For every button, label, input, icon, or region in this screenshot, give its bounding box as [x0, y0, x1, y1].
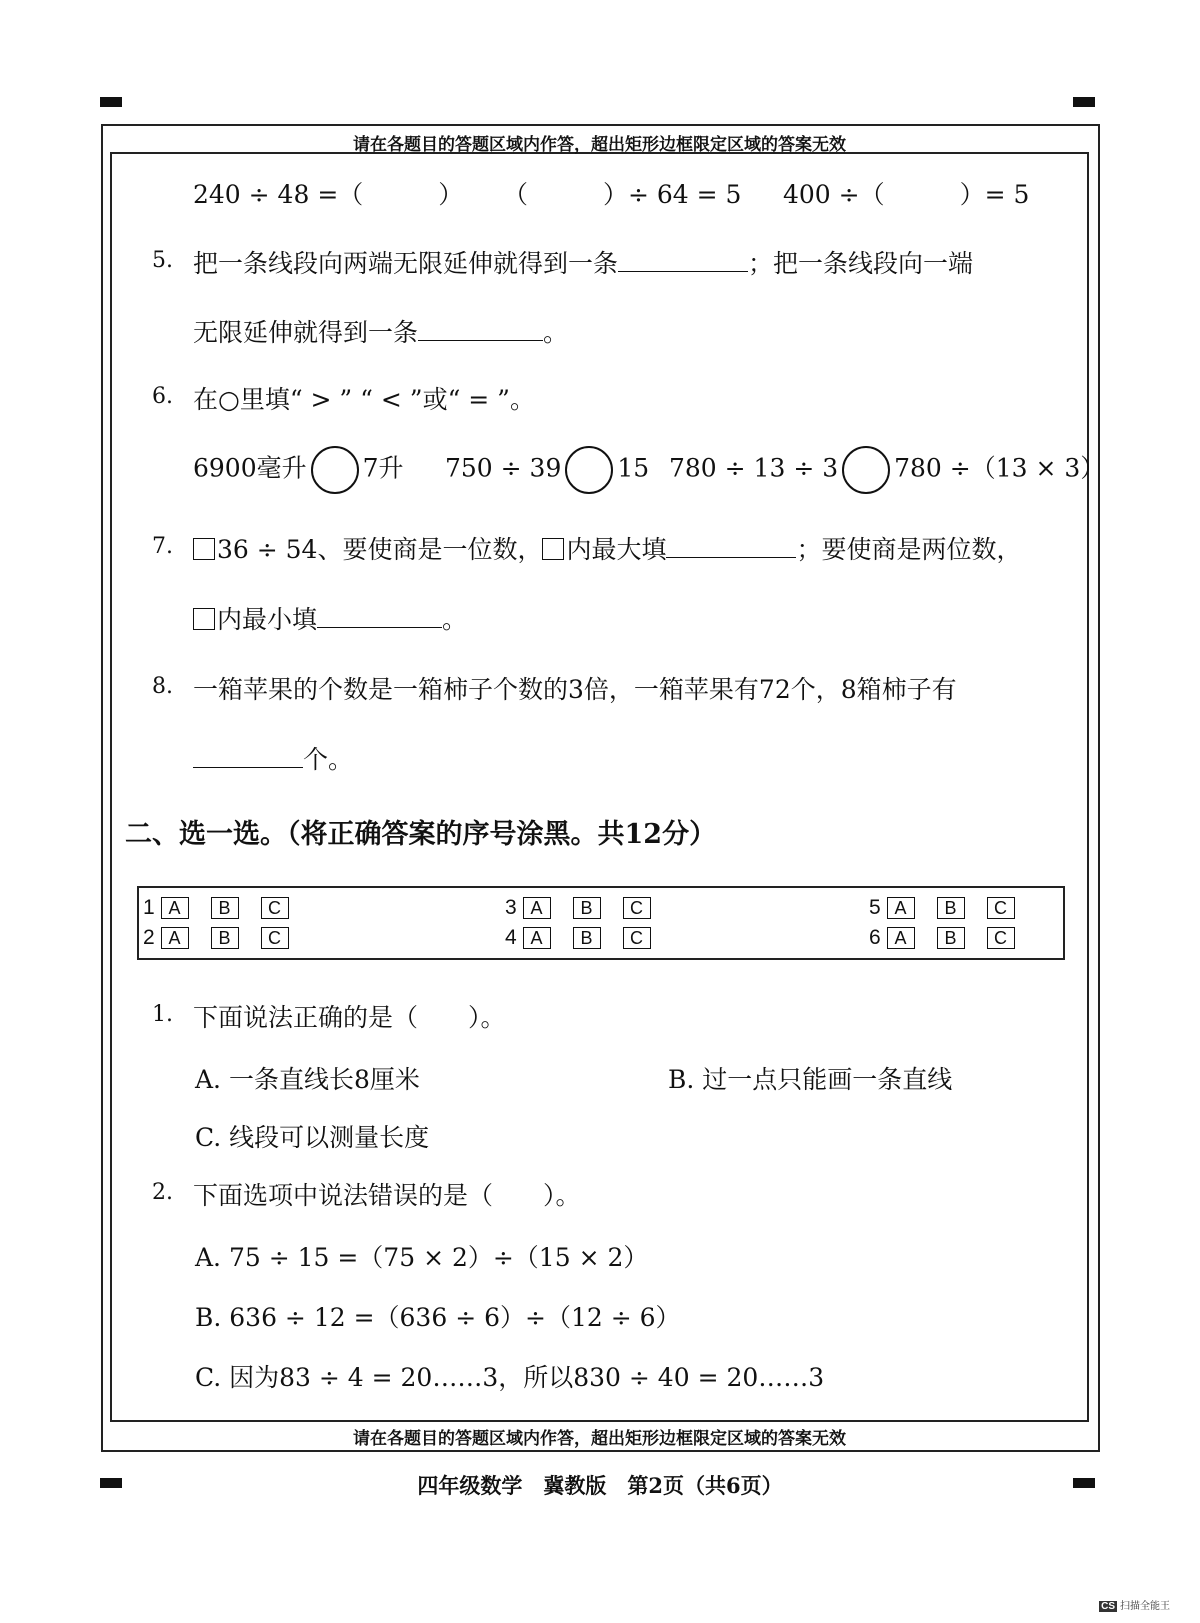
scanner-logo — [1099, 1597, 1170, 1612]
option-a-bubble[interactable]: A — [523, 927, 551, 949]
scanner-logo-text: 扫描全能王 — [1120, 1601, 1170, 1612]
mc-1-number: 1. — [152, 1002, 173, 1027]
question-6-compare-row — [193, 446, 404, 494]
digit-box-icon — [542, 538, 564, 560]
question-7-blank-1[interactable] — [666, 535, 796, 558]
question-7-text-d: 内最小填 — [217, 605, 318, 634]
mc-2-stem: 下面选项中说法错误的是（ ）。 — [193, 1181, 581, 1210]
option-b-bubble[interactable]: B — [211, 897, 239, 919]
mc-1-option-a: A. 一条直线长8厘米 — [195, 1065, 420, 1094]
question-8-line1: 一箱苹果的个数是一箱柿子个数的3倍，一箱苹果有72个，8箱柿子有 — [193, 675, 957, 704]
question-7-text-b: 内最大填 — [566, 535, 667, 564]
question-7-number: 7. — [152, 534, 173, 559]
option-c-bubble[interactable]: C — [987, 927, 1015, 949]
mc-1-option-c: C. 线段可以测量长度 — [195, 1123, 430, 1152]
page-footer: 四年级数学 冀教版 第2页（共6页） — [417, 1473, 783, 1498]
question-5-text-a: 把一条线段向两端无限延伸就得到一条 — [193, 249, 619, 278]
question-8-text-b: 个。 — [303, 745, 354, 774]
section-2-title: 二、选一选。（将正确答案的序号涂黑。共12分） — [125, 819, 717, 850]
question-8-blank[interactable] — [193, 745, 303, 768]
question-6-number: 6. — [152, 384, 173, 409]
registration-mark-top-right — [1073, 97, 1095, 107]
answer-row-4 — [505, 926, 673, 950]
compare-1-left: 6900毫升 — [193, 453, 307, 483]
compare-3-right: 780 ÷（13 × 3） — [894, 453, 1106, 483]
option-c-bubble[interactable]: C — [623, 897, 651, 919]
mc-1-stem: 下面说法正确的是（ ）。 — [193, 1003, 506, 1032]
compare-2-right: 15 — [617, 453, 650, 483]
digit-box-icon — [193, 538, 215, 560]
option-c-bubble[interactable]: C — [623, 927, 651, 949]
question-5-line1 — [193, 244, 973, 280]
compare-3-circle[interactable] — [842, 446, 890, 494]
answer-row-number: 2 — [143, 926, 155, 949]
digit-box-icon — [193, 608, 215, 630]
mc-2-option-c: C. 因为83 ÷ 4 = 20……3，所以830 ÷ 40 = 20……3 — [195, 1363, 825, 1392]
question-5-line2 — [193, 313, 568, 349]
question-5-text-d: 。 — [543, 318, 569, 347]
question-8-line2 — [193, 740, 353, 776]
option-a-bubble[interactable]: A — [161, 927, 189, 949]
question-7-line2 — [193, 600, 467, 636]
question-7-text-e: 。 — [442, 605, 468, 634]
question-8-number: 8. — [152, 674, 173, 699]
option-c-bubble[interactable]: C — [261, 897, 289, 919]
compare-2-left: 750 ÷ 39 — [445, 453, 562, 483]
answer-row-number: 1 — [143, 896, 155, 919]
answer-row-5 — [869, 896, 1037, 920]
division-a: 240 ÷ 48 =（ ） — [193, 180, 464, 209]
answer-row-1 — [143, 896, 311, 920]
option-b-bubble[interactable]: B — [573, 927, 601, 949]
registration-mark-top-left — [100, 97, 122, 107]
mc-2-option-a: A. 75 ÷ 15 =（75 × 2）÷（15 × 2） — [195, 1243, 649, 1272]
question-7-text-a: 36 ÷ 54、要使商是一位数， — [217, 535, 543, 564]
option-c-bubble[interactable]: C — [261, 927, 289, 949]
answer-row-3 — [505, 896, 673, 920]
scanner-logo-icon: CS — [1101, 1601, 1115, 1612]
question-6-compare-3 — [669, 446, 1105, 494]
question-6-text: 在○里填“ > ” “ < ”或“ = ”。 — [193, 385, 535, 414]
question-5-text-c: 无限延伸就得到一条 — [193, 318, 419, 347]
question-7-text-c: ；要使商是两位数， — [796, 535, 1022, 564]
question-7-line1 — [193, 530, 1022, 566]
question-6-compare-2 — [445, 446, 649, 494]
answer-area-notice-bottom: 请在各题目的答题区域内作答，超出矩形边框限定区域的答案无效 — [353, 1429, 846, 1449]
compare-1-circle[interactable] — [311, 446, 359, 494]
question-5-blank-1[interactable] — [618, 249, 748, 272]
option-b-bubble[interactable]: B — [211, 927, 239, 949]
option-c-bubble[interactable]: C — [987, 897, 1015, 919]
answer-row-number: 3 — [505, 896, 517, 919]
option-a-bubble[interactable]: A — [161, 897, 189, 919]
mc-2-number: 2. — [152, 1180, 173, 1205]
compare-2-circle[interactable] — [565, 446, 613, 494]
option-a-bubble[interactable]: A — [523, 897, 551, 919]
answer-row-2 — [143, 926, 311, 950]
answer-bubble-grid — [137, 886, 1065, 960]
option-a-bubble[interactable]: A — [887, 927, 915, 949]
answer-row-6 — [869, 926, 1037, 950]
answer-row-number: 4 — [505, 926, 517, 949]
compare-3-left: 780 ÷ 13 ÷ 3 — [669, 453, 839, 483]
question-5-number: 5. — [152, 248, 173, 273]
question-5-text-b: ；把一条线段向一端 — [748, 249, 974, 278]
question-5-blank-2[interactable] — [418, 318, 543, 341]
question-7-blank-2[interactable] — [317, 605, 442, 628]
division-b: （ ）÷ 64 = 5 — [503, 180, 742, 209]
mc-2-option-b: B. 636 ÷ 12 =（636 ÷ 6）÷（12 ÷ 6） — [195, 1303, 681, 1332]
compare-1-right: 7升 — [362, 453, 404, 483]
answer-row-number: 5 — [869, 896, 881, 919]
mc-1-option-b: B. 过一点只能画一条直线 — [668, 1065, 953, 1094]
answer-area-notice-top: 请在各题目的答题区域内作答，超出矩形边框限定区域的答案无效 — [353, 135, 846, 155]
option-b-bubble[interactable]: B — [573, 897, 601, 919]
answer-row-number: 6 — [869, 926, 881, 949]
division-c: 400 ÷（ ）= 5 — [783, 180, 1030, 209]
option-b-bubble[interactable]: B — [937, 897, 965, 919]
option-a-bubble[interactable]: A — [887, 897, 915, 919]
option-b-bubble[interactable]: B — [937, 927, 965, 949]
